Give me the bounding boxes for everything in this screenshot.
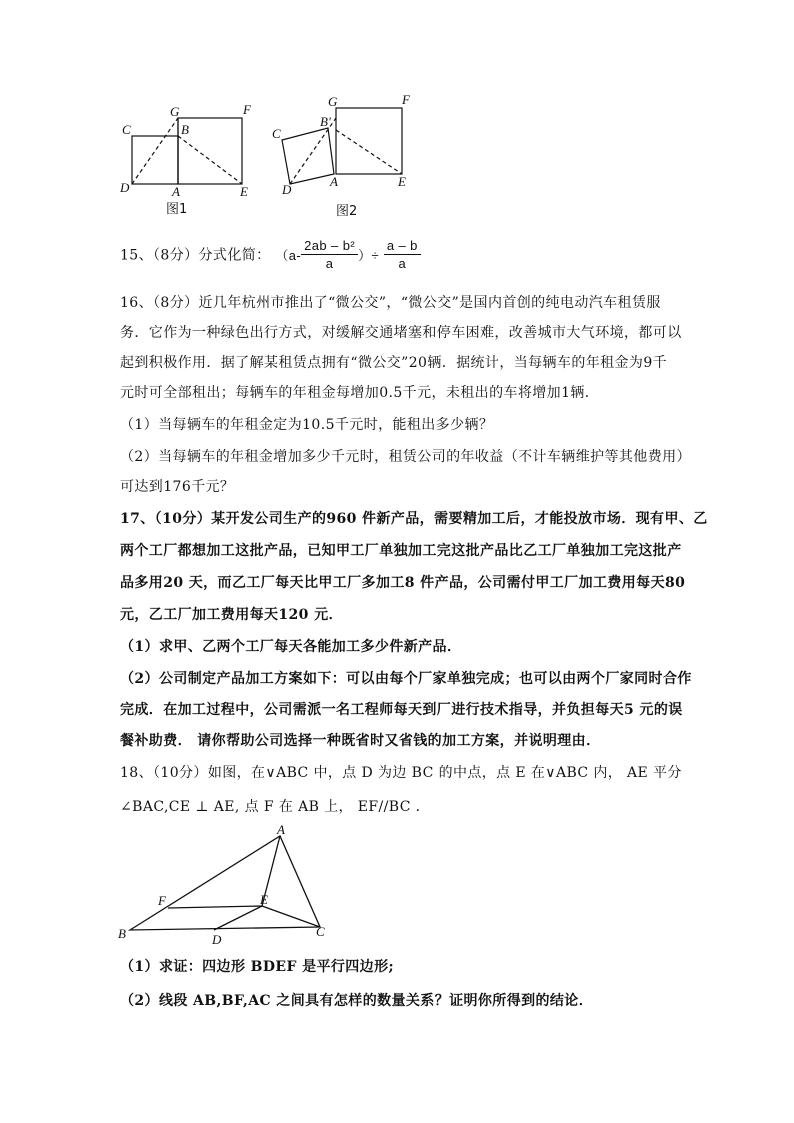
q17-line-2: 两个工厂都想加工这批产品，已知甲工厂单独加工完这批产品比乙工厂单独加工完这批产	[120, 543, 682, 559]
fig1-label-b: B	[181, 122, 189, 137]
figure-1-caption: 图1	[166, 202, 188, 217]
fig1-label-d: D	[120, 180, 130, 195]
fig2-label-f: F	[402, 92, 410, 107]
q16-line-1: 16、（8分）近几年杭州市推出了“微公交”，“微公交”是国内首创的纯电动汽车租赁服	[120, 295, 661, 311]
fig2-label-g: G	[328, 94, 338, 109]
tri-label-c: C	[316, 924, 325, 939]
q17-sub2-line-2: 完成．在加工过程中，公司需派一名工程师每天到厂进行技术指导，并负担每天5 元的误	[120, 702, 683, 718]
fig1-label-a: A	[172, 184, 180, 199]
q18-sub2: （2）线段 AB,BF,AC 之间具有怎样的数量关系？证明你所得到的结论．	[120, 993, 594, 1009]
fig1-label-e: E	[240, 184, 248, 199]
fig2-label-a: A	[330, 174, 338, 189]
q15-paren-open: （a-	[275, 248, 302, 263]
q15-frac1-numerator: 2ab – b²	[301, 238, 358, 255]
q17-sub1: （1）求甲、乙两个工厂每天各能加工多少件新产品．	[120, 639, 462, 655]
fig1-label-f: F	[243, 102, 251, 117]
q18-line-2: ∠BAC,CE ⊥ AE, 点 F 在 AB 上， EF//BC ．	[120, 799, 431, 815]
q15-prefix: 15、（8分）分式化简：	[120, 247, 271, 264]
q15-paren-close: ）÷	[358, 248, 379, 263]
q17-sub2-line-1: （2）公司制定产品加工方案如下：可以由每个厂家单独完成；也可以由两个厂家同时合作	[120, 671, 692, 687]
q17-line-4: 元，乙工厂加工费用每天120 元．	[120, 607, 343, 623]
tri-label-a: A	[277, 822, 285, 837]
q16-sub2-line-2: 可达到176千元？	[120, 479, 235, 495]
q18-line-1: 18、（10分）如图，在∨ABC 中，点 D 为边 BC 的中点，点 E 在∨ABC 内， AE 平分	[120, 765, 682, 781]
q17-line-3: 品多用20 天，而乙工厂每天比甲工厂多加工8 件产品，公司需付甲工厂加工费用每天80	[120, 575, 686, 591]
tri-label-b: B	[118, 926, 126, 941]
fig2-label-d: D	[282, 182, 292, 197]
q18-sub1: （1）求证：四边形 BDEF 是平行四边形;	[120, 959, 395, 975]
tri-label-e: E	[260, 892, 268, 907]
tri-label-d: D	[212, 932, 222, 947]
q16-line-4: 元时可全部租出；每辆车的年租金每增加0.5千元，未租出的车将增加1辆．	[120, 385, 600, 401]
fig2-label-e: E	[398, 174, 406, 189]
q15-frac2-denominator: a	[398, 256, 407, 271]
q16-line-3: 起到积极作用．据了解某租赁点拥有“微公交”20辆．据统计，当每辆车的年租金为9千	[120, 355, 668, 371]
fig1-label-c: C	[122, 122, 131, 137]
q17-sub2-line-3: 餐补助费． 请你帮助公司选择一种既省时又省钱的加工方案，并说明理由．	[120, 733, 601, 749]
fig2-label-bprime: B'	[320, 114, 331, 129]
tri-label-f: F	[158, 893, 166, 908]
fig1-label-g: G	[170, 104, 180, 119]
figure-2-caption: 图2	[336, 204, 358, 219]
q15-frac1-denominator: a	[325, 256, 334, 271]
q17-line-1: 17、（10分）某开发公司生产的960 件新产品，需要精加工后，才能投放市场．现有甲、乙	[120, 511, 708, 527]
q16-line-2: 务．它作为一种绿色出行方式，对缓解交通堵塞和停车困难，改善城市大气环境，都可以	[120, 325, 682, 341]
q16-sub2-line-1: （2）当每辆车的年租金增加多少千元时，租赁公司的年收益（不计车辆维护等其他费用）	[120, 449, 691, 465]
q16-sub1: （1）当每辆车的年租金定为10.5千元时，能租出多少辆？	[120, 417, 494, 433]
q15-frac2-numerator: a – b	[384, 238, 421, 255]
fig2-label-c: C	[272, 126, 281, 141]
